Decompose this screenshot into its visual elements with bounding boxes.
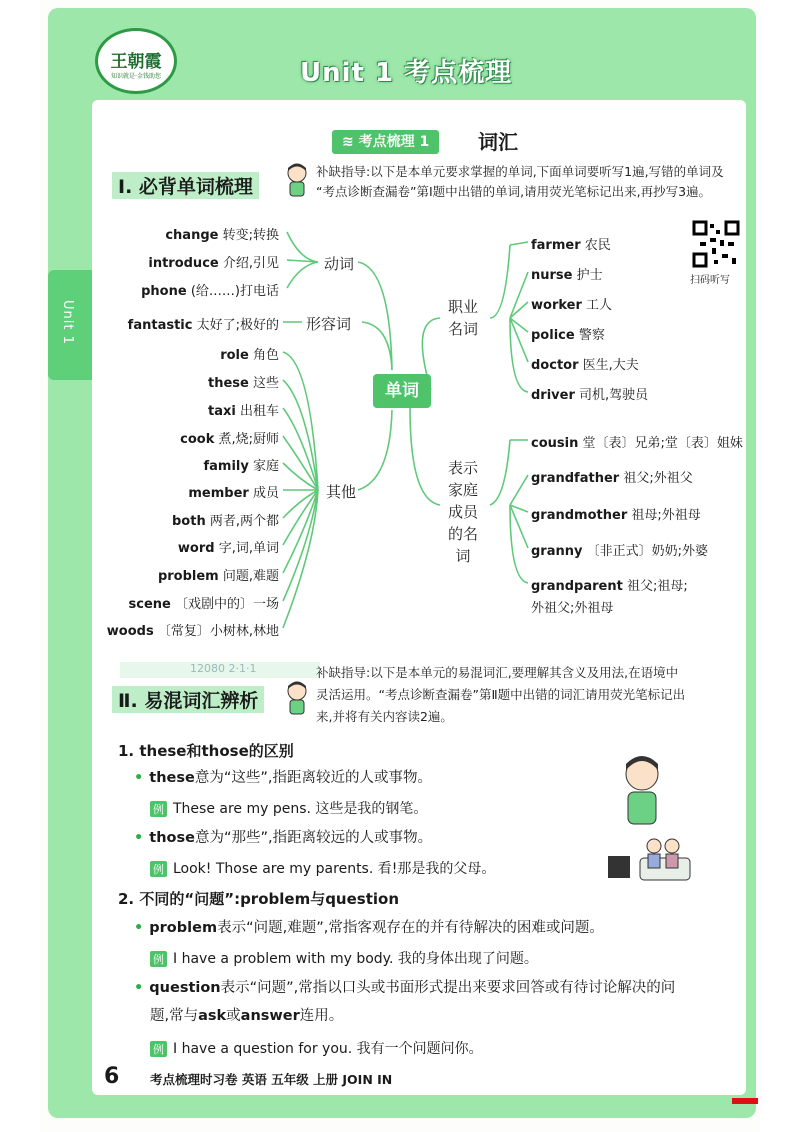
- part2-note-line: 来,并将有关内容读2遍。: [316, 709, 453, 724]
- word-zh: 煮,烧;厨师: [218, 432, 279, 447]
- example-tag: 例: [150, 1041, 167, 1057]
- category-verb: 动词: [324, 255, 355, 273]
- example-text: I have a question for you. 我有一个问题问你。: [173, 1041, 483, 1057]
- word-zh: 转变;转换: [222, 228, 279, 243]
- word-en: taxi: [208, 404, 236, 419]
- part2-note-line: 补缺指导:以下是本单元的易混词汇,要理解其含义及用法,在语境中: [316, 665, 679, 680]
- logo-text: 王朝霞: [110, 52, 162, 72]
- bullet-text: 题,常与: [150, 1008, 199, 1024]
- boy-illustration-icon: [612, 752, 672, 828]
- part2-heading-text: Ⅱ. 易混词汇辨析: [112, 686, 264, 713]
- part1-note-line: “考点诊断查漏卷”第Ⅰ题中出错的单词,请用荧光笔标记出来,再抄写3遍。: [316, 184, 712, 199]
- word-entry: [531, 432, 743, 451]
- word-zh: 堂〔表〕兄弟;堂〔表〕姐妹: [582, 436, 743, 451]
- word-entry: [148, 252, 279, 271]
- word-zh: 医生,大夫: [582, 358, 639, 373]
- word-zh: 祖父;祖母;: [626, 579, 688, 594]
- word-entry: [128, 314, 279, 333]
- word-zh: 两者,两个都: [209, 514, 279, 529]
- bullet-dot: •: [134, 980, 144, 996]
- part2-note: [316, 662, 685, 728]
- word-zh: 工人: [586, 298, 613, 313]
- word-zh: 司机,驾驶员: [579, 388, 649, 403]
- word-en: grandparent: [531, 579, 623, 594]
- word-zh: (给……)打电话: [190, 284, 279, 299]
- category-family-line: 的名: [448, 525, 479, 543]
- section-title: 词汇: [478, 130, 518, 154]
- word-zh: 家庭: [252, 459, 279, 474]
- category-jobs: [448, 296, 478, 340]
- word-zh: 成员: [252, 486, 279, 501]
- word-zh: 〔非正式〕奶奶;外婆: [586, 544, 709, 559]
- word-entry: [107, 620, 279, 639]
- word-en: police: [531, 328, 575, 343]
- bullet-dot: •: [134, 920, 144, 936]
- word-entry: [188, 482, 279, 501]
- example-4: [150, 1038, 483, 1058]
- bullet-text: 意为“这些”,指距离较近的人或事物。: [194, 770, 432, 786]
- word-zh: 警察: [578, 328, 605, 343]
- red-edge-mark: [732, 1098, 758, 1104]
- category-jobs-line: 名词: [448, 320, 479, 338]
- word-en: both: [172, 514, 206, 529]
- mindmap-center-node: 单词: [373, 374, 431, 408]
- word-zh: 护士: [576, 268, 603, 283]
- word-entry: [203, 455, 279, 474]
- word-entry: [220, 344, 279, 363]
- word-en: grandfather: [531, 471, 620, 486]
- bullet-text: 表示“问题”,常指以口头或书面形式提出来要求回答或有待讨论解决的问: [220, 980, 676, 996]
- word-en: member: [188, 486, 249, 501]
- example-1: [150, 798, 427, 818]
- part2-note-line: 灵活运用。“考点诊断查漏卷”第Ⅱ题中出错的词汇请用荧光笔标记出: [316, 687, 686, 702]
- bullet-dot: •: [134, 830, 144, 846]
- category-family-line: 表示: [448, 459, 479, 477]
- word-entry: [531, 540, 708, 559]
- word-zh: 出租车: [239, 404, 279, 419]
- item2-title: 2. 不同的“问题”:problem与question: [118, 890, 400, 908]
- word-zh: 角色: [252, 348, 279, 363]
- category-family: [448, 457, 478, 567]
- category-family-line: 词: [455, 547, 471, 565]
- unit-title: Unit 1 考点梳理: [300, 58, 513, 88]
- word-entry: [141, 280, 279, 299]
- word-entry: [531, 264, 603, 283]
- word-en: introduce: [148, 256, 219, 271]
- word-en: role: [220, 348, 249, 363]
- keyword: answer: [240, 1008, 300, 1024]
- keyword: ask: [198, 1008, 227, 1024]
- keyword: question: [149, 980, 221, 996]
- example-tag: 例: [150, 951, 167, 967]
- word-entry: [180, 428, 279, 447]
- bullet-text: 或: [226, 1008, 241, 1024]
- cartoon-kid-icon: [282, 680, 312, 716]
- example-3: [150, 948, 538, 968]
- word-zh: 〔常复〕小树林,林地: [157, 624, 279, 639]
- item1-bullet1: [134, 766, 432, 790]
- item1-bullet2: [134, 826, 432, 850]
- word-en: cousin: [531, 436, 579, 451]
- word-zh: 太好了;极好的: [196, 318, 279, 333]
- keyword: those: [149, 830, 195, 846]
- word-zh: 问题,难题: [222, 569, 279, 584]
- word-en: cook: [180, 432, 215, 447]
- word-en: word: [177, 541, 215, 556]
- word-entry: [531, 294, 612, 313]
- word-entry: [531, 354, 639, 373]
- word-entry: [172, 510, 279, 529]
- word-entry: [129, 593, 280, 612]
- word-entry: [178, 537, 279, 556]
- category-family-line: 成员: [448, 503, 479, 521]
- faded-stamp-text: 12080 2·1·1: [190, 662, 257, 675]
- word-en: phone: [141, 284, 187, 299]
- word-entry: [531, 324, 605, 343]
- word-en: these: [208, 376, 249, 391]
- word-zh: 这些: [252, 376, 279, 391]
- word-en: problem: [157, 569, 219, 584]
- word-entry: [531, 575, 688, 594]
- word-entry: [531, 504, 701, 523]
- word-entry-continued: 外祖父;外祖母: [531, 601, 614, 616]
- keyword: these: [149, 770, 195, 786]
- page-number: 6: [104, 1064, 120, 1089]
- part1-note-line: 补缺指导:以下是本单元要求掌握的单词,下面单词要听写1遍,写错的单词及: [316, 164, 724, 179]
- word-en: fantastic: [127, 318, 193, 333]
- example-text: Look! Those are my parents. 看!那是我的父母。: [173, 861, 496, 877]
- bullet-dot: •: [134, 770, 144, 786]
- part1-heading-text: Ⅰ. 必背单词梳理: [112, 172, 259, 199]
- word-en: granny: [531, 544, 583, 559]
- category-other: 其他: [326, 483, 357, 501]
- word-en: grandmother: [531, 508, 628, 523]
- word-en: farmer: [531, 238, 581, 253]
- section-badge: ≋ 考点梳理 1: [332, 130, 439, 154]
- word-en: nurse: [531, 268, 573, 283]
- bullet-text: 连用。: [299, 1008, 344, 1024]
- word-entry: [158, 565, 279, 584]
- part2-heading: [112, 686, 264, 713]
- category-adjective: 形容词: [306, 315, 352, 333]
- item2-bullet2: [134, 976, 744, 1000]
- word-entry: [531, 467, 693, 486]
- side-tab-label: Unit 1: [60, 300, 75, 345]
- parents-illustration-icon: [606, 832, 696, 886]
- keyword: problem: [149, 920, 218, 936]
- word-zh: 农民: [584, 238, 611, 253]
- example-text: These are my pens. 这些是我的钢笔。: [173, 801, 428, 817]
- example-2: [150, 858, 495, 878]
- logo-subtext: 知识就是·金钱助您: [111, 73, 161, 80]
- word-en: driver: [531, 388, 575, 403]
- bullet-text: 意为“那些”,指距离较远的人或事物。: [194, 830, 433, 846]
- word-entry: [531, 384, 648, 403]
- word-entry: [165, 224, 279, 243]
- example-text: I have a problem with my body. 我的身体出现了问题。: [173, 951, 538, 967]
- category-jobs-line: 职业: [448, 298, 479, 316]
- bullet-text: 表示“问题,难题”,常指客观存在的并有待解决的困难或问题。: [217, 920, 604, 936]
- item2-bullet1: [134, 916, 604, 940]
- word-zh: 祖父;外祖父: [623, 471, 693, 486]
- qr-label: 扫码听写: [690, 275, 730, 286]
- word-en: scene: [128, 597, 171, 612]
- word-entry: [208, 372, 279, 391]
- category-family-line: 家庭: [448, 481, 479, 499]
- item2-bullet2-cont: [150, 1004, 343, 1028]
- word-en: family: [203, 459, 249, 474]
- word-en: doctor: [531, 358, 579, 373]
- word-zh: 祖母;外祖母: [631, 508, 701, 523]
- word-zh: 〔戏剧中的〕一场: [174, 597, 279, 612]
- word-entry: [208, 400, 279, 419]
- word-zh: 介绍,引见: [222, 256, 279, 271]
- word-en: change: [165, 228, 219, 243]
- word-en: worker: [531, 298, 582, 313]
- word-entry: [531, 234, 611, 253]
- item1-title: 1. these和those的区别: [118, 742, 294, 760]
- example-tag: 例: [150, 861, 167, 877]
- word-zh: 字,词,单词: [218, 541, 279, 556]
- example-tag: 例: [150, 801, 167, 817]
- footer-text: 考点梳理时习卷 英语 五年级 上册 JOIN IN: [150, 1072, 393, 1087]
- word-en: woods: [106, 624, 154, 639]
